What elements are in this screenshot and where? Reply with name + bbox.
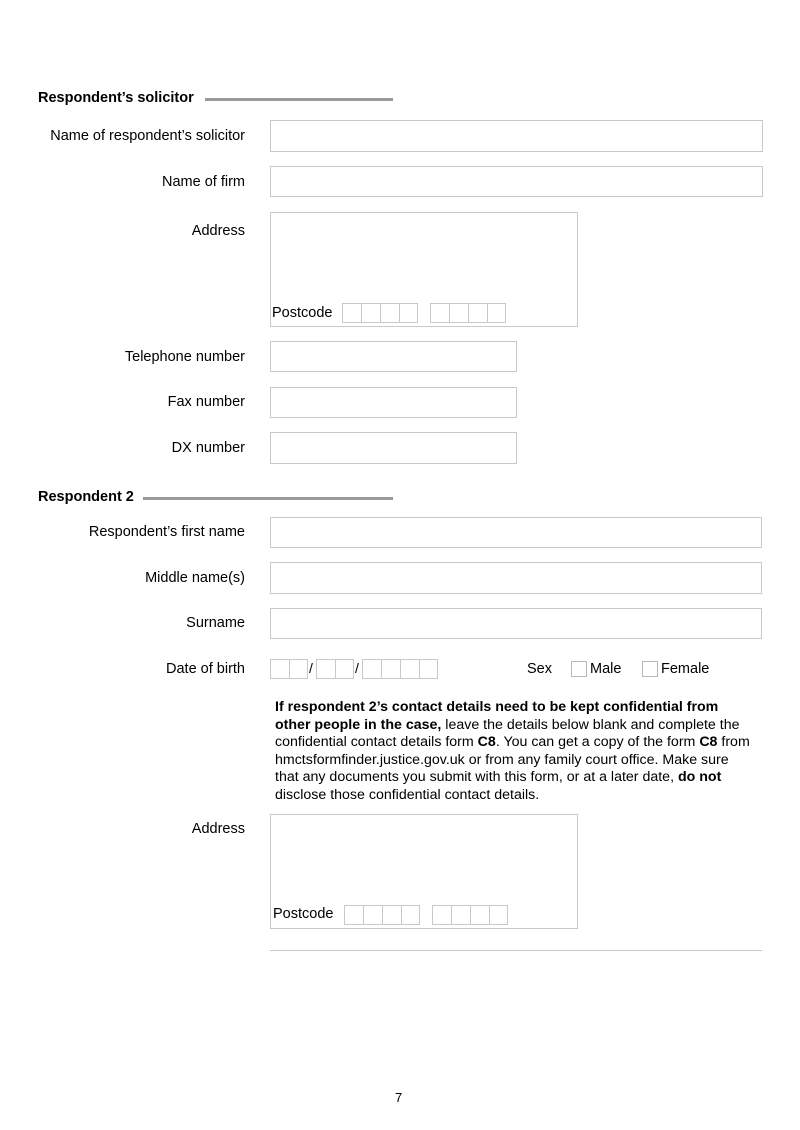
notice-emphasis: do not	[677, 769, 722, 785]
notice-text: . You can get a copy of the form	[495, 734, 700, 750]
dob-year-field[interactable]	[362, 659, 438, 679]
section-heading-respondents-solicitor: Respondent’s solicitor	[38, 90, 194, 106]
section-heading-respondent-2: Respondent 2	[38, 489, 134, 505]
notice-bold-text: If respondent 2’s contact details need to be kept confidential from other people in the case,	[275, 699, 719, 733]
middle-name-field[interactable]	[270, 562, 762, 594]
dx-label: DX number	[171, 440, 245, 456]
male-label: Male	[590, 661, 622, 677]
respondent2-postcode-inward-field[interactable]	[432, 905, 508, 925]
sex-label: Sex	[527, 661, 552, 677]
firm-name-label: Name of firm	[162, 174, 245, 190]
notice-form-ref: C8	[699, 734, 718, 750]
solicitor-postcode-label: Postcode	[272, 305, 333, 321]
female-label: Female	[661, 661, 710, 677]
confidentiality-notice	[275, 699, 750, 804]
section-rule	[205, 98, 393, 101]
female-checkbox[interactable]	[642, 661, 658, 677]
dx-field[interactable]	[270, 432, 517, 464]
page-number: 7	[395, 1090, 403, 1105]
surname-label: Surname	[186, 615, 245, 631]
dob-separator: /	[309, 660, 313, 676]
fax-label: Fax number	[167, 394, 245, 410]
male-checkbox[interactable]	[571, 661, 587, 677]
first-name-field[interactable]	[270, 517, 762, 548]
respondent2-address-label: Address	[191, 821, 245, 837]
solicitor-address-label: Address	[191, 223, 245, 239]
dob-label: Date of birth	[166, 661, 245, 677]
solicitor-name-label: Name of respondent’s solicitor	[50, 128, 245, 144]
middle-name-label: Middle name(s)	[145, 570, 245, 586]
dob-separator: /	[355, 660, 359, 676]
respondent2-postcode-label: Postcode	[273, 906, 334, 922]
firm-name-field[interactable]	[270, 166, 763, 197]
section-rule	[143, 497, 393, 500]
solicitor-name-field[interactable]	[270, 120, 763, 152]
fax-field[interactable]	[270, 387, 517, 418]
surname-field[interactable]	[270, 608, 762, 639]
first-name-label: Respondent’s first name	[88, 524, 245, 540]
notice-text: leave the details below blank and complete the confidential contact details form	[275, 716, 740, 750]
notice-text: from hmctsformfinder.justice.gov.uk or from any family court office. Make sure that any documents you submit with this form, or at a later date,	[275, 734, 750, 785]
telephone-field[interactable]	[270, 341, 517, 372]
section-end-divider	[270, 950, 762, 951]
notice-text: disclose those confidential contact details.	[275, 786, 540, 803]
solicitor-postcode-outward-field[interactable]	[342, 303, 418, 323]
telephone-label: Telephone number	[124, 349, 245, 365]
notice-form-ref: C8	[477, 734, 496, 750]
solicitor-postcode-inward-field[interactable]	[430, 303, 506, 323]
respondent2-postcode-outward-field[interactable]	[344, 905, 420, 925]
dob-month-field[interactable]	[316, 659, 354, 679]
dob-day-field[interactable]	[270, 659, 308, 679]
